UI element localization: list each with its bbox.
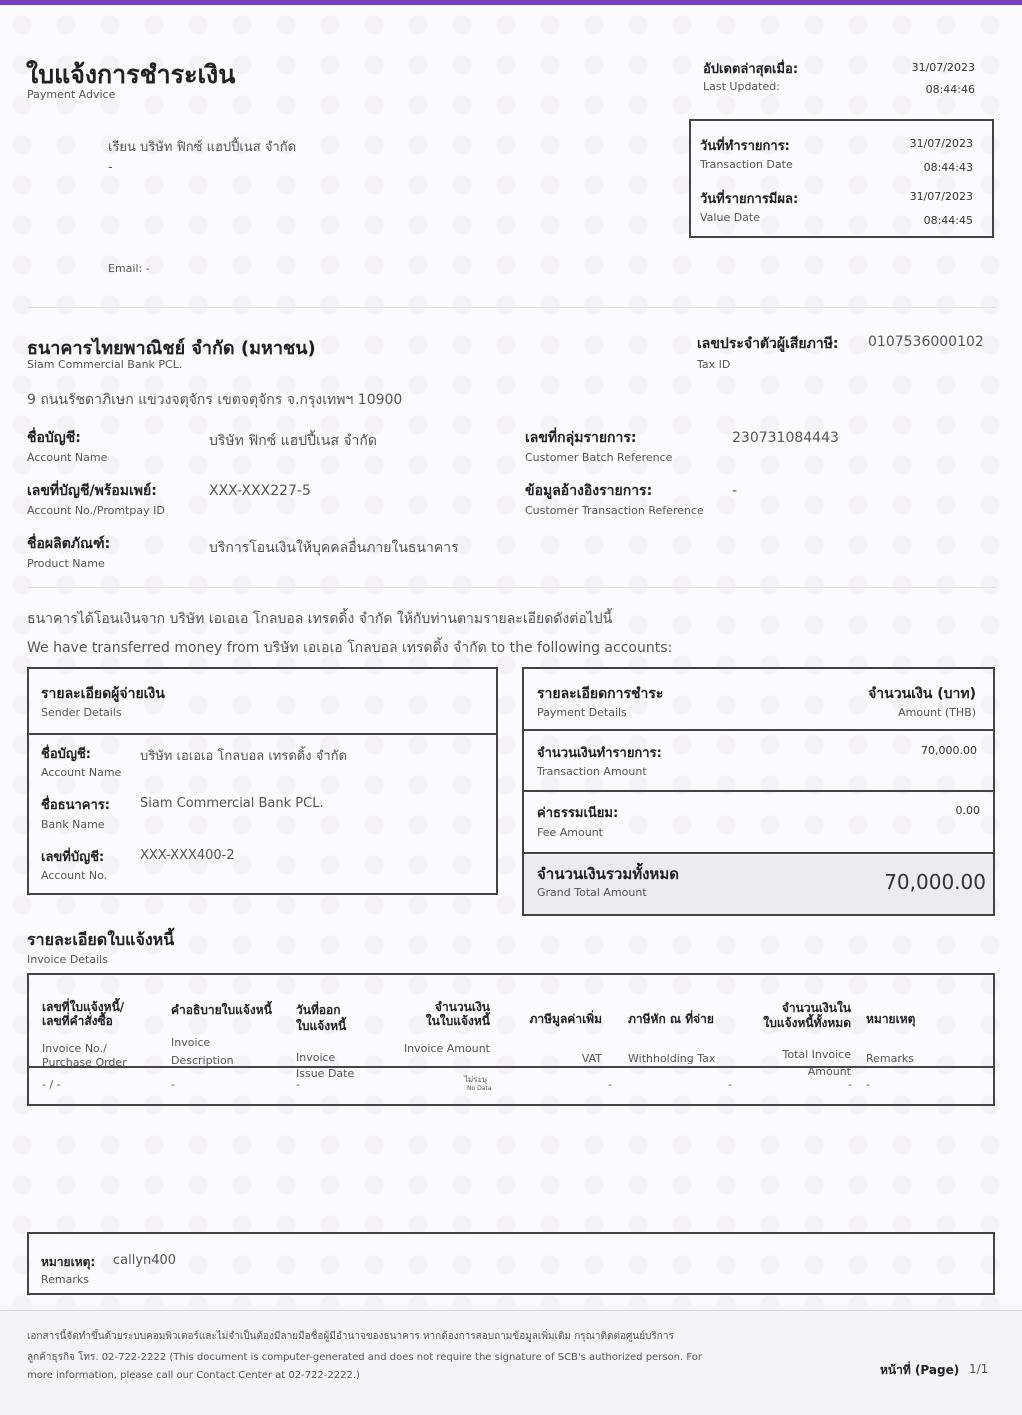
page-title: ใบแจ้งการชำระเงิน: [26, 60, 236, 89]
sender-account-no-label-en: Account No.: [41, 869, 108, 882]
value-date: 31/07/2023: [909, 190, 973, 203]
fee-amount-label-en: Fee Amount: [537, 826, 603, 839]
invoice-col-header-en: VAT: [581, 1052, 602, 1065]
sender-bank-label: ชื่อธนาคาร:: [41, 798, 110, 813]
invoice-col-amount: [384, 986, 490, 1070]
invoice-col-header-th: จำนวนเงิน ในใบแจ้งหนี้: [425, 1000, 490, 1028]
invoice-col-header-en: Invoice Description: [171, 1036, 234, 1067]
footer-line-3: more information, please call our Contact Center at 02-722-2222.): [27, 1370, 360, 1381]
payment-header: รายละเอียดการชำระ: [537, 686, 664, 702]
bank-name-en: Siam Commercial Bank PCL.: [27, 358, 183, 371]
page-subtitle: Payment Advice: [27, 88, 116, 101]
invoice-col-header-en: Invoice No./ Purchase Order: [42, 1042, 127, 1069]
sender-account-no-value: XXX-XXX400-2: [140, 848, 235, 863]
tax-id-value: 0107536000102: [868, 334, 984, 350]
invoice-col-invoice-no: [42, 986, 167, 1084]
invoice-cell-sub: No Data: [467, 1085, 492, 1092]
product-name-label-en: Product Name: [27, 557, 105, 570]
invoice-col-header-th: เลขที่ใบแจ้งหนี้/ เลขที่คำสั่งซื้อ: [42, 1000, 125, 1028]
batch-ref-label: เลขที่กลุ่มรายการ:: [525, 430, 637, 446]
invoice-col-header-th: ภาษีหัก ณ ที่จ่าย: [628, 1012, 714, 1026]
invoice-cell: - / -: [42, 1078, 61, 1091]
account-name-label-en: Account Name: [27, 451, 108, 464]
invoice-details-title-en: Invoice Details: [27, 953, 108, 966]
transaction-time: 08:44:43: [923, 161, 973, 174]
transaction-date-label-en: Transaction Date: [700, 158, 793, 171]
invoice-col-header-th: ภาษีมูลค่าเพิ่ม: [529, 1012, 602, 1026]
value-date-label: วันที่รายการมีผล:: [700, 192, 799, 207]
transaction-amount-label-en: Transaction Amount: [537, 765, 647, 778]
tax-id-label: เลขประจำตัวผู้เสียภาษี:: [697, 336, 839, 352]
recipient-dash: -: [108, 160, 113, 175]
bank-address: 9 ถนนรัชดาภิเษก แขวงจตุจักร เขตจตุจักร จ.กรุงเทพฯ 10900: [27, 392, 403, 408]
invoice-col-header-th: จำนวนเงินใน ใบแจ้งหนี้ทั้งหมด: [763, 1001, 851, 1030]
invoice-col-header-th: วันที่ออก ใบแจ้งหนี้: [296, 1003, 347, 1033]
payment-row-rule: [522, 790, 995, 792]
product-name-value: บริการโอนเงินให้บุคคลอื่นภายในธนาคาร: [209, 540, 459, 556]
product-name-label: ชื่อผลิตภัณฑ์:: [27, 536, 111, 552]
invoice-col-header-en: Withholding Tax: [628, 1052, 716, 1065]
invoice-cell: ไม่ระบุ: [464, 1075, 487, 1084]
transaction-amount-value: 70,000.00: [921, 744, 977, 757]
transaction-date-label: วันที่ทำรายการ:: [700, 139, 790, 154]
value-time: 08:44:45: [923, 214, 973, 227]
sender-account-name-label-en: Account Name: [41, 766, 122, 779]
divider: [27, 307, 995, 308]
transfer-text-en: We have transferred money from บริษัท เอเอเอ โกลบอล เทรดดิ้ง จำกัด to the following accounts:: [27, 640, 673, 656]
invoice-col-description: [171, 986, 291, 1086]
invoice-col-remarks: [866, 986, 946, 1088]
remarks-value: callyn400: [113, 1253, 177, 1268]
last-updated-time: 08:44:46: [925, 83, 975, 96]
grand-total-label-en: Grand Total Amount: [537, 886, 647, 899]
sender-header-en: Sender Details: [41, 706, 122, 719]
batch-ref-value: 230731084443: [732, 430, 839, 446]
invoice-cell: -: [728, 1078, 732, 1091]
account-name-value: บริษัท ฟิกซ์ แฮปปี้เนส จำกัด: [209, 433, 377, 449]
invoice-col-header-en: Remarks: [866, 1052, 914, 1065]
tx-ref-value: -: [732, 483, 738, 499]
fee-amount-label: ค่าธรรมเนียม:: [537, 806, 619, 821]
account-no-value: XXX-XXX227-5: [209, 483, 311, 499]
invoice-col-header-en: Invoice Issue Date: [296, 1051, 355, 1080]
value-date-label-en: Value Date: [700, 211, 760, 224]
footer-line-2: ลูกค้าธุรกิจ โทร. 02-722-2222 (This document is computer-generated and does not require the signature of SCB's authorized person. For: [27, 1352, 702, 1363]
remarks-label: หมายเหตุ:: [41, 1255, 96, 1269]
invoice-col-issue-date: [296, 986, 376, 1098]
last-updated-label-en: Last Updated:: [703, 80, 780, 93]
invoice-col-header-th: คำอธิบายใบแจ้งหนี้: [171, 1003, 272, 1017]
bank-name: ธนาคารไทยพาณิชย์ จำกัด (มหาชน): [27, 338, 316, 359]
transfer-text-th: ธนาคารได้โอนเงินจาก บริษัท เอเอเอ โกลบอล เทรดดิ้ง จำกัด ให้กับท่านตามรายละเอียดดังต่อไปนี้: [27, 611, 613, 627]
invoice-col-total: [736, 986, 851, 1095]
invoice-cell: -: [608, 1078, 612, 1091]
grand-total-value: 70,000.00: [884, 870, 986, 894]
footer-line-1: เอกสารนี้จัดทำขึ้นด้วยระบบคอมพิวเตอร์และไม่จำเป็นต้องมีลายมือชื่อผู้มีอำนาจของธนาคาร หากต้องการสอบถามข้อมูลเพิ่มเติม กรุณาติดต่อศูนย์บริการ: [27, 1331, 674, 1342]
fee-amount-value: 0.00: [955, 804, 980, 817]
sender-account-name-label: ชื่อบัญชี:: [41, 747, 91, 762]
sender-header-rule: [27, 733, 498, 735]
invoice-col-withholding-tax: [628, 986, 740, 1088]
remarks-label-en: Remarks: [41, 1273, 89, 1286]
invoice-col-header-en: Invoice Amount: [403, 1042, 490, 1055]
last-updated-label: อัปเดตล่าสุดเมื่อ:: [703, 62, 799, 77]
last-updated-date: 31/07/2023: [911, 61, 975, 74]
account-name-label: ชื่อบัญชี:: [27, 430, 81, 446]
batch-ref-label-en: Customer Batch Reference: [525, 451, 673, 464]
sender-bank-label-en: Bank Name: [41, 818, 105, 831]
sender-bank-value: Siam Commercial Bank PCL.: [140, 796, 324, 811]
divider: [27, 587, 995, 588]
payment-row-rule: [522, 852, 995, 854]
invoice-col-header-en: Total Invoice Amount: [782, 1048, 851, 1078]
invoice-details-title: รายละเอียดใบแจ้งหนี้: [27, 930, 175, 949]
invoice-col-header-th: หมายเหตุ: [866, 1012, 916, 1026]
account-no-label-en: Account No./Promtpay ID: [27, 504, 165, 517]
payment-header-rule: [522, 729, 995, 731]
grand-total-label: จำนวนเงินรวมทั้งหมด: [537, 865, 679, 883]
invoice-col-vat: [506, 986, 602, 1088]
invoice-cell: -: [848, 1078, 852, 1091]
transaction-date: 31/07/2023: [909, 137, 973, 150]
tax-id-label-en: Tax ID: [697, 358, 731, 371]
footer-divider: [0, 1310, 1022, 1311]
sender-account-no-label: เลขที่บัญชี:: [41, 850, 105, 865]
invoice-cell: -: [296, 1078, 300, 1091]
tx-ref-label-en: Customer Transaction Reference: [525, 504, 704, 517]
transaction-amount-label: จำนวนเงินทำรายการ:: [537, 746, 662, 761]
invoice-cell: -: [171, 1078, 175, 1091]
sender-header: รายละเอียดผู้จ่ายเงิน: [41, 686, 165, 702]
invoice-cell: -: [866, 1078, 870, 1091]
recipient-line: เรียน บริษัท ฟิกซ์ แฮปปี้เนส จำกัด: [108, 140, 297, 155]
email-line: Email: -: [108, 262, 150, 275]
page-number-value: 1/1: [969, 1362, 989, 1376]
account-no-label: เลขที่บัญชี/พร้อมเพย์:: [27, 483, 157, 499]
tx-ref-label: ข้อมูลอ้างอิงรายการ:: [525, 483, 653, 499]
amount-header: จำนวนเงิน (บาท): [868, 686, 976, 702]
amount-header-en: Amount (THB): [898, 706, 976, 719]
page-number-label: หน้าที่ (Page): [880, 1363, 960, 1377]
sender-account-name-value: บริษัท เอเอเอ โกลบอล เทรดดิ้ง จำกัด: [140, 749, 347, 764]
payment-header-en: Payment Details: [537, 706, 627, 719]
